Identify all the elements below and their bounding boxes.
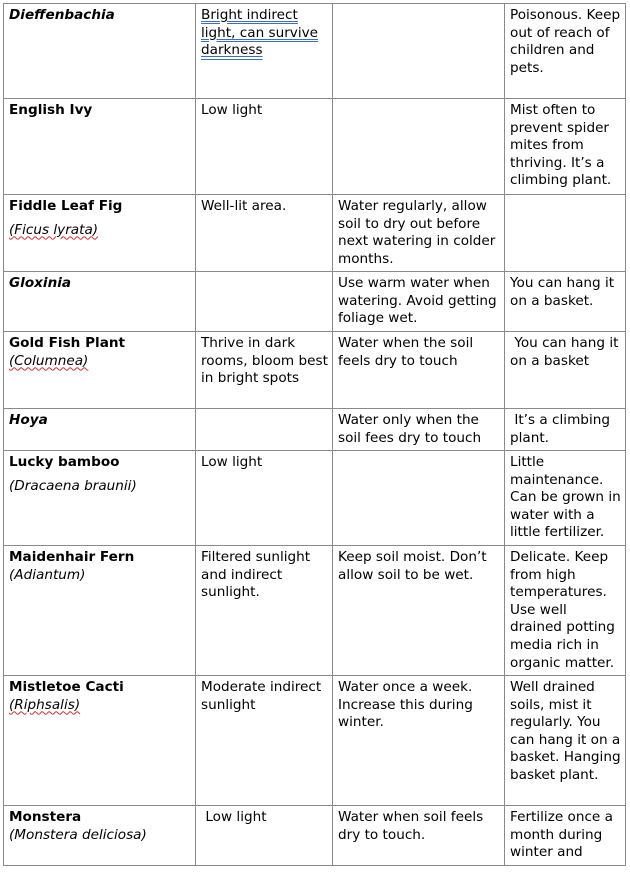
- plant-care-table: [3, 3, 626, 866]
- plant-name: Monstera: [9, 809, 82, 825]
- plant-name: Fiddle Leaf Fig: [9, 198, 123, 214]
- notes-text: Poisonous. Keep out of reach of children and pets.: [510, 7, 621, 76]
- water-text: Water regularly, allow soil to dry out before next watering in colder months.: [338, 198, 496, 267]
- light-cell: [196, 272, 333, 332]
- plant-name-cell: [4, 451, 196, 546]
- light-cell: [196, 409, 333, 451]
- light-cell: [196, 546, 333, 676]
- water-text: Use warm water when watering. Avoid getting foliage wet.: [338, 275, 497, 327]
- water-cell: [333, 676, 505, 806]
- water-cell: [333, 409, 505, 451]
- light-text: Low light: [201, 102, 263, 118]
- notes-cell: [505, 332, 626, 409]
- light-cell: [196, 806, 333, 866]
- plant-name: Gloxinia: [9, 275, 72, 291]
- plant-name: Gold Fish Plant: [9, 335, 126, 351]
- light-text: Filtered sunlight and indirect sunlight.: [201, 549, 311, 601]
- scientific-name: (Ficus lyrata): [9, 221, 99, 238]
- light-cell: [196, 332, 333, 409]
- light-cell: [196, 451, 333, 546]
- plant-name-cell: [4, 546, 196, 676]
- plant-name: Hoya: [9, 412, 48, 428]
- water-cell: [333, 272, 505, 332]
- notes-cell: [505, 409, 626, 451]
- notes-text: Well drained soils, mist it regularly. You can hang it on a basket. Hanging basket plant.: [510, 679, 621, 783]
- notes-cell: [505, 272, 626, 332]
- water-text: Water only when the soil fees dry to touch: [338, 412, 482, 446]
- table-row: [4, 409, 626, 451]
- table-row: [4, 806, 626, 866]
- water-cell: [333, 451, 505, 546]
- notes-cell: [505, 195, 626, 272]
- notes-cell: [505, 4, 626, 99]
- light-cell: [196, 4, 333, 99]
- plant-name-cell: [4, 99, 196, 195]
- light-text: Low light: [201, 809, 267, 825]
- plant-name: Lucky bamboo: [9, 454, 120, 470]
- plant-name-cell: [4, 332, 196, 409]
- light-cell: [196, 195, 333, 272]
- plant-name: Maidenhair Fern: [9, 549, 135, 565]
- table-row: [4, 332, 626, 409]
- notes-cell: [505, 99, 626, 195]
- water-cell: [333, 195, 505, 272]
- plant-name: Dieffenbachia: [9, 7, 115, 23]
- table-row: [4, 546, 626, 676]
- scientific-name: (Adiantum): [9, 566, 86, 583]
- water-cell: [333, 806, 505, 866]
- light-text: Low light: [201, 454, 263, 470]
- notes-text: You can hang it on a basket: [510, 335, 623, 369]
- table-row: [4, 451, 626, 546]
- light-text: Thrive in dark rooms, bloom best in bright spots: [201, 335, 328, 387]
- light-cell: [196, 676, 333, 806]
- water-text: Water when soil feels dry to touch.: [338, 809, 484, 843]
- plant-name-cell: [4, 409, 196, 451]
- notes-text: Fertilize once a month during winter and: [510, 809, 613, 861]
- light-text: Moderate indirect sunlight: [201, 679, 322, 713]
- table-row: [4, 99, 626, 195]
- notes-cell: [505, 676, 626, 806]
- water-text: Water once a week. Increase this during winter.: [338, 679, 473, 731]
- scientific-name: (Columnea): [9, 352, 89, 369]
- plant-name: Mistletoe Cacti: [9, 679, 124, 695]
- scientific-name: (Dracaena braunii): [9, 477, 137, 494]
- water-cell: [333, 546, 505, 676]
- notes-text: Little maintenance. Can be grown in water with a little fertilizer.: [510, 454, 621, 541]
- scientific-name: (Monstera deliciosa): [9, 826, 147, 843]
- notes-text: It’s a climbing plant.: [510, 412, 615, 446]
- notes-cell: [505, 806, 626, 866]
- plant-name-cell: [4, 195, 196, 272]
- light-text: Well-lit area.: [201, 198, 287, 214]
- table-row: [4, 195, 626, 272]
- water-cell: [333, 99, 505, 195]
- light-cell: [196, 99, 333, 195]
- plant-name-cell: [4, 272, 196, 332]
- notes-cell: [505, 546, 626, 676]
- water-text: Water when the soil feels dry to touch: [338, 335, 474, 369]
- plant-name-cell: [4, 676, 196, 806]
- notes-text: Delicate. Keep from high temperatures. Use well drained potting media rich in organic matter.: [510, 549, 615, 671]
- plant-name-cell: [4, 4, 196, 99]
- notes-cell: [505, 451, 626, 546]
- table-row: [4, 4, 626, 99]
- scientific-name: (Riphsalis): [9, 696, 81, 713]
- notes-text: You can hang it on a basket.: [510, 275, 615, 309]
- water-cell: [333, 332, 505, 409]
- table-row: [4, 676, 626, 806]
- plant-name: English Ivy: [9, 102, 93, 118]
- notes-text: Mist often to prevent spider mites from thriving. It’s a climbing plant.: [510, 102, 612, 189]
- light-text: Bright indirect light, can survive darkness: [201, 7, 319, 59]
- table-row: [4, 272, 626, 332]
- water-text: Keep soil moist. Don’t allow soil to be wet.: [338, 549, 487, 583]
- water-cell: [333, 4, 505, 99]
- plant-name-cell: [4, 806, 196, 866]
